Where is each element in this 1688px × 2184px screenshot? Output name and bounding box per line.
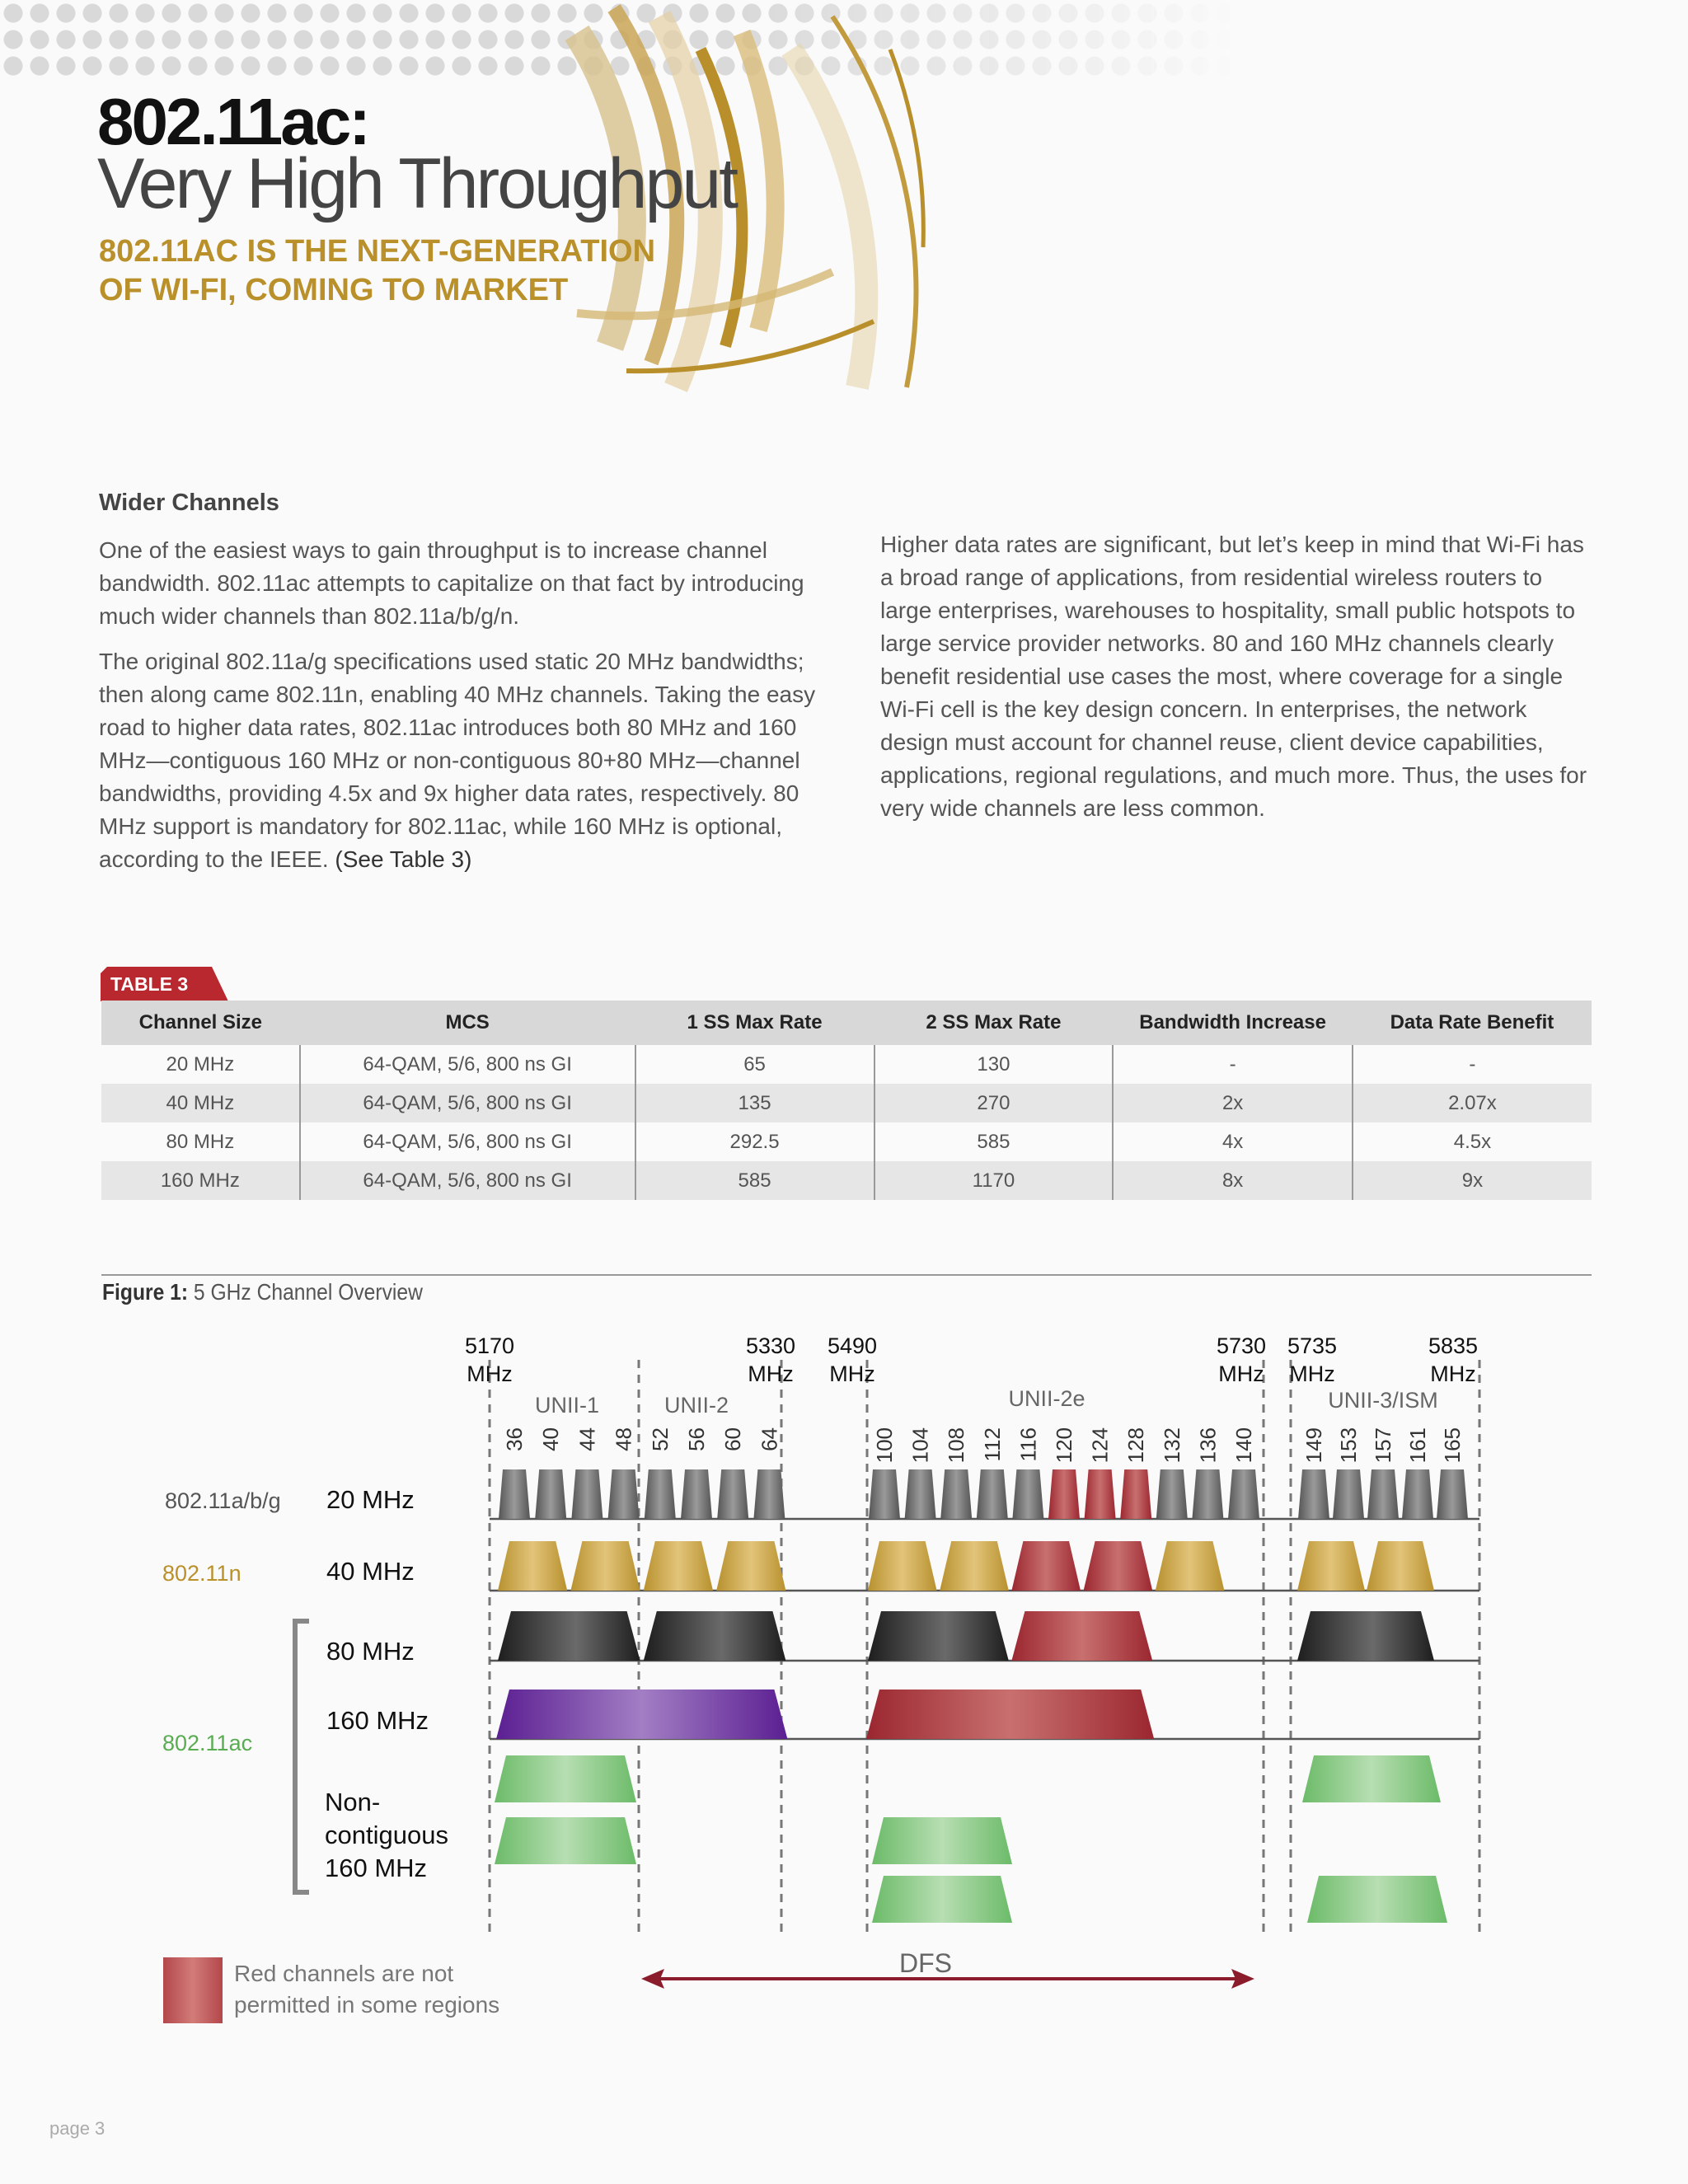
column-header: 1 SS Max Rate xyxy=(635,1001,874,1045)
channel-20mhz xyxy=(499,1469,530,1519)
dfs-label: DFS xyxy=(899,1948,952,1978)
channel-number: 44 xyxy=(574,1427,600,1451)
channel-80mhz xyxy=(498,1611,640,1661)
channel-number: 116 xyxy=(1015,1427,1041,1462)
channel-40mhz xyxy=(716,1541,785,1591)
table-cell: 292.5 xyxy=(635,1122,874,1161)
paragraph: One of the easiest ways to gain throughput is to increase channel bandwidth. 802.11ac attempts to capitalize on that fact by introducing much wider channels than 802.11a/b/g/n. xyxy=(99,537,804,629)
channel-noncontig xyxy=(872,1876,1012,1923)
frequency-unit: MHz xyxy=(829,1361,875,1386)
frequency-unit: MHz xyxy=(467,1361,513,1386)
channel-noncontig xyxy=(495,1755,636,1802)
legend-text: Red channels are not xyxy=(234,1961,454,1986)
channel-40mhz xyxy=(1367,1541,1434,1591)
section-heading: Wider Channels xyxy=(99,490,279,516)
table-cell: 1170 xyxy=(874,1161,1114,1200)
table-reference: (See Table 3) xyxy=(335,846,472,872)
table-cell: 2.07x xyxy=(1353,1084,1592,1122)
table-cell: 130 xyxy=(874,1045,1114,1084)
channel-20mhz xyxy=(869,1469,900,1519)
channel-20mhz xyxy=(1298,1469,1329,1519)
channel-20mhz-red xyxy=(1120,1469,1151,1519)
table-cell: 64-QAM, 5/6, 800 ns GI xyxy=(300,1122,635,1161)
channel-40mhz xyxy=(940,1541,1009,1591)
channel-number: 52 xyxy=(647,1427,673,1451)
table-cell: 80 MHz xyxy=(166,1130,235,1153)
channel-20mhz xyxy=(753,1469,785,1519)
page-title: 802.11ac: xyxy=(97,85,368,158)
table-cell: 65 xyxy=(635,1045,874,1084)
channel-80mhz-red xyxy=(1011,1611,1152,1661)
table-cell: 64-QAM, 5/6, 800 ns GI xyxy=(300,1045,635,1084)
channel-40mhz xyxy=(570,1541,640,1591)
table-tag-label: TABLE 3 xyxy=(110,973,189,995)
table-cell: 8x xyxy=(1113,1161,1352,1200)
width-label-noncontig: contiguous xyxy=(325,1821,448,1849)
table-cell: - xyxy=(1353,1045,1592,1084)
channel-40mhz xyxy=(1156,1541,1225,1591)
column-header: 2 SS Max Rate xyxy=(874,1001,1114,1045)
channel-number: 140 xyxy=(1231,1427,1256,1464)
channel-20mhz xyxy=(1333,1469,1364,1519)
table-cell: 585 xyxy=(635,1161,874,1200)
frequency-label: 5330 xyxy=(745,1333,796,1358)
table-cell: 160 MHz xyxy=(101,1161,300,1200)
table-cell: 4.5x xyxy=(1353,1122,1592,1161)
frequency-unit: MHz xyxy=(1218,1361,1264,1386)
channel-number: 132 xyxy=(1159,1427,1184,1464)
channel-20mhz xyxy=(645,1469,676,1519)
channel-40mhz xyxy=(644,1541,713,1591)
frequency-unit: MHz xyxy=(748,1361,794,1386)
channel-20mhz xyxy=(1402,1469,1433,1519)
channel-80mhz xyxy=(644,1611,786,1661)
channel-20mhz-red xyxy=(1085,1469,1116,1519)
subtitle-line-1: 802.11AC IS THE NEXT-GENERATION xyxy=(99,234,656,269)
channel-40mhz-red xyxy=(1011,1541,1081,1591)
channel-20mhz xyxy=(1192,1469,1223,1519)
figure-caption-label: Figure 1: xyxy=(102,1279,189,1305)
legend-text: permitted in some regions xyxy=(234,1992,500,2018)
page-number: page 3 xyxy=(49,2118,106,2139)
paragraph: Higher data rates are significant, but let’s keep in mind that Wi-Fi has a broad range of applications, from residential wireless routers to large enterprises, warehouses to hospitality, small public hotspots to large service provider networks. 80 and 160 MHz channels clearly benefit residential use cases the most, where coverage for a single Wi-Fi cell is the key design concern. In enterprises, the network design must account for channel reuse, client device capabilities, applications, regional regulations, and much more. Thus, the uses for very wide channels are less common. xyxy=(880,532,1587,821)
channel-number: 56 xyxy=(684,1427,709,1451)
width-label: 20 MHz xyxy=(326,1485,415,1514)
width-label: 160 MHz xyxy=(326,1706,429,1735)
channel-20mhz xyxy=(1228,1469,1259,1519)
figure-caption-text: 5 GHz Channel Overview xyxy=(193,1279,423,1305)
table-cell: 4x xyxy=(1113,1122,1352,1161)
table-cell: 9x xyxy=(1353,1161,1592,1200)
frequency-unit: MHz xyxy=(1289,1361,1335,1386)
paragraph-text: The original 802.11a/g specifications used static 20 MHz bandwidths; then along came 802.11n, enabling 40 MHz channels. Taking the easy road to higher data rates, 802.11ac introduces both 80 MHz and 160 MHz—contiguous 160 MHz or non-contiguous 80+80 MHz—channel bandwidths, providing 4.5x and 9x higher data rates, respectively. 80 MHz support is mandatory for 802.11ac, while 160 MHz is optional, according to the IEEE. xyxy=(99,649,816,872)
channel-number: 161 xyxy=(1405,1427,1430,1464)
subtitle-line-2: OF WI-FI, COMING TO MARKET xyxy=(99,273,569,307)
table-cell: 135 xyxy=(635,1084,874,1122)
channel-noncontig xyxy=(495,1817,636,1864)
channel-80mhz xyxy=(868,1611,1009,1661)
standard-bracket xyxy=(295,1621,309,1892)
standard-label: 802.11ac xyxy=(162,1731,253,1755)
channel-20mhz xyxy=(535,1469,566,1519)
channel-40mhz xyxy=(498,1541,567,1591)
table-cell: 585 xyxy=(874,1122,1114,1161)
frequency-label: 5835 xyxy=(1428,1333,1479,1358)
frequency-label: 5490 xyxy=(827,1333,878,1358)
table-cell: 64-QAM, 5/6, 800 ns GI xyxy=(300,1161,635,1200)
frequency-label: 5730 xyxy=(1216,1333,1267,1358)
frequency-unit: MHz xyxy=(1430,1361,1476,1386)
channel-noncontig xyxy=(1307,1876,1447,1923)
band-label: UNII-1 xyxy=(534,1393,600,1418)
channel-number: 104 xyxy=(907,1427,933,1464)
channel-number: 120 xyxy=(1052,1427,1076,1464)
table-cell: 40 MHz xyxy=(101,1084,300,1122)
channel-160mhz xyxy=(496,1690,787,1739)
channel-number: 40 xyxy=(538,1427,564,1451)
channel-20mhz xyxy=(1156,1469,1188,1519)
channel-20mhz xyxy=(940,1469,972,1519)
channel-number: 48 xyxy=(611,1427,636,1451)
column-header: Data Rate Benefit xyxy=(1353,1001,1592,1045)
channel-20mhz xyxy=(681,1469,712,1519)
channel-20mhz xyxy=(977,1469,1008,1519)
channel-number: 136 xyxy=(1195,1427,1221,1464)
channel-number: 60 xyxy=(720,1427,746,1451)
width-label-noncontig: Non- xyxy=(325,1788,381,1816)
channel-number: 165 xyxy=(1440,1427,1465,1464)
band-label: UNII-2e xyxy=(1008,1386,1085,1411)
channel-20mhz xyxy=(571,1469,603,1519)
table-cell: 64-QAM, 5/6, 800 ns GI xyxy=(300,1084,635,1122)
table-cell: 2x xyxy=(1113,1084,1352,1122)
frequency-label: 5170 xyxy=(464,1333,515,1358)
width-label: 80 MHz xyxy=(326,1637,415,1666)
page-title-secondary: Very High Throughput xyxy=(97,144,737,223)
table-cell: - xyxy=(1113,1045,1352,1084)
channel-number: 153 xyxy=(1336,1427,1361,1464)
channel-noncontig xyxy=(1302,1755,1441,1802)
channel-20mhz xyxy=(1012,1469,1043,1519)
band-label: UNII-2 xyxy=(663,1393,729,1418)
channel-20mhz xyxy=(1367,1469,1399,1519)
channel-40mhz xyxy=(1297,1541,1365,1591)
channel-40mhz-red xyxy=(1084,1541,1153,1591)
channel-number: 124 xyxy=(1087,1427,1113,1464)
legend-swatch xyxy=(163,1957,223,2023)
column-header: Bandwidth Increase xyxy=(1113,1001,1352,1045)
channel-number: 157 xyxy=(1371,1427,1395,1464)
standard-label: 802.11a/b/g xyxy=(165,1488,281,1513)
channel-number: 149 xyxy=(1301,1427,1326,1464)
column-header: MCS xyxy=(300,1001,635,1045)
band-label: UNII-3/ISM xyxy=(1328,1388,1438,1413)
channel-20mhz xyxy=(608,1469,640,1519)
frequency-label: 5735 xyxy=(1287,1333,1338,1358)
width-label: 40 MHz xyxy=(326,1557,415,1586)
channel-number: 100 xyxy=(872,1427,897,1464)
channel-number: 64 xyxy=(757,1427,782,1451)
channel-20mhz xyxy=(905,1469,936,1519)
column-header: Channel Size xyxy=(101,1001,300,1045)
channel-160mhz-red xyxy=(866,1690,1154,1739)
channel-20mhz-red xyxy=(1048,1469,1080,1519)
channel-number: 128 xyxy=(1123,1427,1149,1464)
standard-label: 802.11n xyxy=(162,1561,241,1586)
channel-number: 36 xyxy=(502,1427,527,1451)
channel-40mhz xyxy=(868,1541,937,1591)
channel-20mhz xyxy=(1437,1469,1468,1519)
table-cell: 20 MHz xyxy=(166,1052,235,1076)
table-cell: 270 xyxy=(874,1084,1114,1122)
channel-number: 112 xyxy=(979,1427,1005,1462)
width-label-noncontig: 160 MHz xyxy=(325,1854,428,1882)
channel-20mhz xyxy=(717,1469,748,1519)
channel-noncontig xyxy=(872,1817,1012,1864)
channel-80mhz xyxy=(1297,1611,1434,1661)
channel-number: 108 xyxy=(944,1427,969,1464)
